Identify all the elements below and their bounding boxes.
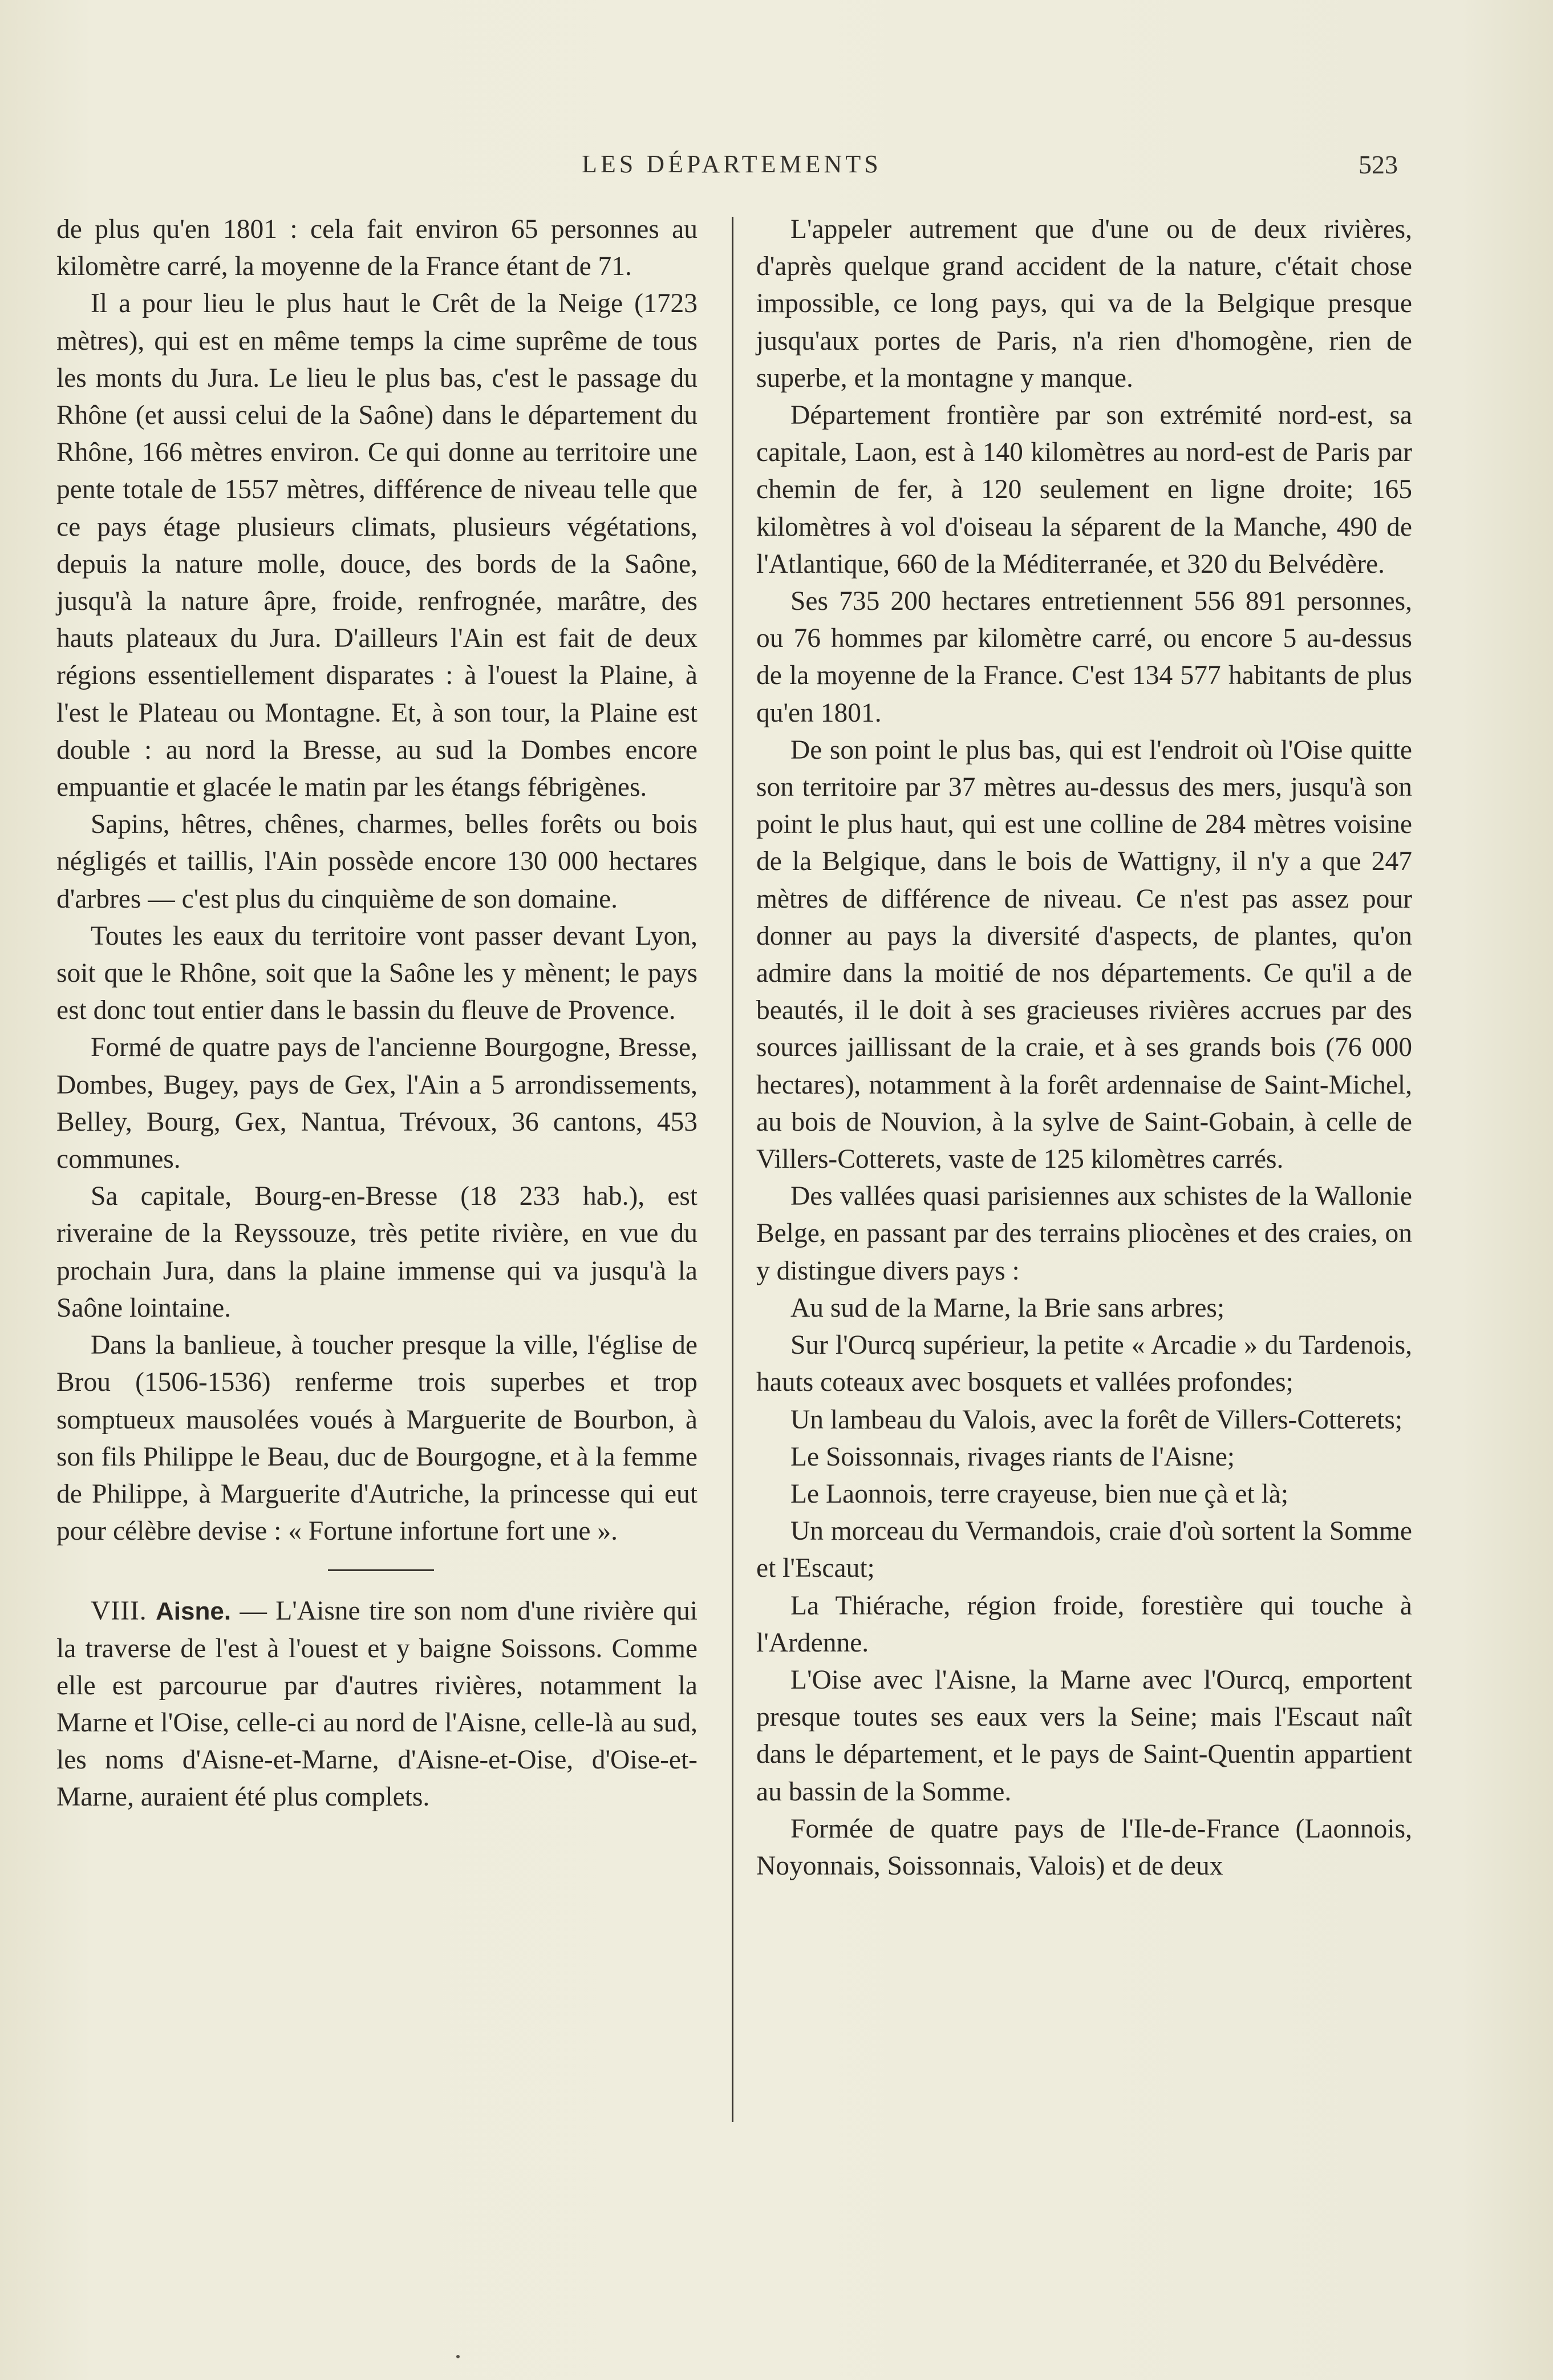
page-number: 523: [1359, 150, 1398, 179]
paragraph: L'Oise avec l'Aisne, la Marne avec l'Ourcq, emportent presque toutes ses eaux vers la Seine; mais l'Escaut naît dans le département, et le pays de Saint-Quentin appartient au bassin de la Somme.: [756, 1665, 1412, 1807]
list-item: Au sud de la Marne, la Brie sans arbres;: [790, 1293, 1225, 1323]
paragraph: Formé de quatre pays de l'ancienne Bourgogne, Bresse, Dombes, Bugey, pays de Gex, l'Ain a 5 arrondissements, Belley, Bourg, Gex, Nantua, Trévoux, 36 cantons, 453 communes.: [56, 1033, 698, 1175]
paragraph: Formée de quatre pays de l'Ile-de-France (Laonnois, Noyonnais, Soissonnais, Valois) et de deux: [756, 1814, 1412, 1881]
paragraph: Des vallées quasi parisiennes aux schistes de la Wallonie Belge, en passant par des terrains pliocènes et des craies, on y distingue divers pays :: [756, 1181, 1412, 1286]
list-item: Le Laonnois, terre crayeuse, bien nue çà et là;: [790, 1479, 1289, 1509]
left-column: [56, 211, 698, 1816]
paragraph: Ses 735 200 hectares entretiennent 556 891 personnes, ou 76 hommes par kilomètre carré, ou encore 5 au-dessus de la moyenne de la France. C'est 134 577 habitants de plus qu'en 1801.: [756, 586, 1412, 728]
paragraph: Dans la banlieue, à toucher presque la ville, l'église de Brou (1506-1536) renferme trois superbes et trop somptueux mausolées voués à Marguerite de Bourbon, à son fils Philippe le Beau, duc de Bourgogne, et à la femme de Philippe, à Marguerite d'Autriche, la princesse qui eut pour célèbre devise : « Fortune infortune fort une ».: [56, 1330, 698, 1547]
section-paragraph: [56, 1593, 698, 1816]
section-text: — L'Aisne tire son nom d'une rivière qui la traverse de l'est à l'ouest et y baigne Soissons. Comme elle est parcourue par d'autres rivières, notamment la Marne et l'Oise, celle-ci au nord de l'Aisne, celle-là au sud, les noms d'Aisne-et-Marne, d'Aisne-et-Oise, d'Oise-et-Marne, auraient été plus complets.: [56, 1596, 698, 1812]
list-item: Un morceau du Vermandois, craie d'où sortent la Somme et l'Escaut;: [756, 1516, 1412, 1584]
paragraph: Toutes les eaux du territoire vont passer devant Lyon, soit que le Rhône, soit que la Saône les y mènent; le pays est donc tout entier dans le bassin du fleuve de Provence.: [56, 921, 698, 1026]
paragraph: Département frontière par son extrémité nord-est, sa capitale, Laon, est à 140 kilomètres au nord-est de Paris par chemin de fer, à 120 seulement en ligne droite; 165 kilomètres à vol d'oiseau la séparent de la Manche, 490 de l'Atlantique, 660 de la Méditerranée, et 320 du Belvédère.: [756, 400, 1412, 579]
list-item: Un lambeau du Valois, avec la forêt de Villers-Cotterets;: [790, 1404, 1403, 1435]
list-item: La Thiérache, région froide, forestière qui touche à l'Ardenne.: [756, 1590, 1412, 1658]
section-title: Aisne.: [156, 1597, 232, 1626]
paragraph: Sa capitale, Bourg-en-Bresse (18 233 hab.), est riveraine de la Reyssouze, très petite rivière, en vue du prochain Jura, dans la plaine immense qui va jusqu'à la Saône lointaine.: [56, 1181, 698, 1323]
list-item: Sur l'Ourcq supérieur, la petite « Arcadie » du Tardenois, hauts coteaux avec bosquets et vallées profondes;: [756, 1330, 1412, 1398]
section-number: VIII.: [91, 1596, 147, 1626]
paragraph: de plus qu'en 1801 : cela fait environ 65 personnes au kilomètre carré, la moyenne de la France étant de 71.: [56, 214, 698, 282]
list-item: Le Soissonnais, rivages riants de l'Aisne;: [790, 1442, 1235, 1472]
paragraph: Sapins, hêtres, chênes, charmes, belles forêts ou bois négligés et taillis, l'Ain possède encore 130 000 hectares d'arbres — c'est plus du cinquième de son domaine.: [56, 809, 698, 914]
paragraph: L'appeler autrement que d'une ou de deux rivières, d'après quelque grand accident de la nature, c'était chose impossible, ce long pays, qui va de la Belgique presque jusqu'aux portes de Paris, n'a rien d'homogène, rien de superbe, et la montagne y manque.: [756, 214, 1412, 393]
right-column: [756, 211, 1412, 1885]
print-speck: [456, 2355, 460, 2358]
paragraph: Il a pour lieu le plus haut le Crêt de la Neige (1723 mètres), qui est en même temps la cime suprême de tous les monts du Jura. Le lieu le plus bas, c'est le passage du Rhône (et aussi celui de la Saône) dans le département du Rhône, 166 mètres environ. Ce qui donne au territoire une pente totale de 1557 mètres, différence de niveau telle que ce pays étage plusieurs climats, plusieurs végétations, depuis la nature molle, douce, des bords de la Saône, jusqu'à la nature âpre, froide, renfrognée, marâtre, des hauts plateaux du Jura. D'ailleurs l'Ain est fait de deux régions essentiellement disparates : à l'ouest la Plaine, à l'est le Plateau ou Montagne. Et, à son tour, la Plaine est double : au nord la Bresse, au sud la Dombes encore empuantie et glacée le matin par les étangs fébrigènes.: [56, 289, 698, 803]
running-title: LES DÉPARTEMENTS: [582, 150, 882, 178]
section-separator: [328, 1569, 434, 1571]
paragraph: De son point le plus bas, qui est l'endroit où l'Oise quitte son territoire par 37 mètres au-dessus des mers, jusqu'à son point le plus haut, qui est une colline de 284 mètres voisine de la Belgique, dans le bois de Wattigny, il n'y a que 247 mètres de différence de niveau. Ce n'est pas assez pour donner au pays la diversité d'aspects, de plantes, qu'on admire dans la moitié de nos départements. Ce qu'il a de beautés, il le doit à ses gracieuses rivières accrues par des sources jaillissant de la craie, et à ses grands bois (76 000 hectares), notamment à la forêt ardennaise de Saint-Michel, au bois de Nouvion, à la sylve de Saint-Gobain, à celle de Villers-Cotterets, vaste de 125 kilomètres carrés.: [756, 735, 1412, 1175]
column-rule: [732, 217, 733, 2122]
